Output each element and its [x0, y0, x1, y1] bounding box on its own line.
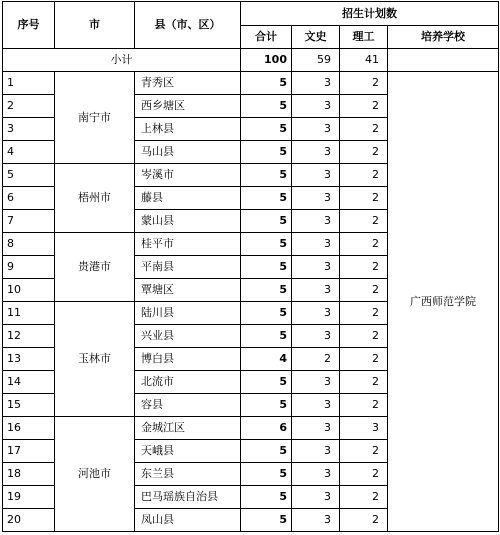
row-number: 5 [3, 164, 55, 187]
wen-cell: 3 [292, 118, 340, 141]
total-cell: 5 [241, 118, 292, 141]
enrollment-plan-table [2, 1, 499, 532]
wen-cell: 3 [292, 256, 340, 279]
county-cell: 马山县 [135, 141, 241, 164]
header-li: 理工 [340, 26, 388, 49]
row-number: 2 [3, 95, 55, 118]
row-number: 6 [3, 187, 55, 210]
wen-cell: 3 [292, 440, 340, 463]
header-plan: 招生计划数 [241, 2, 499, 26]
row-number: 9 [3, 256, 55, 279]
total-cell: 5 [241, 394, 292, 417]
row-number: 14 [3, 371, 55, 394]
subtotal-school-cell [388, 49, 499, 72]
total-cell: 4 [241, 348, 292, 371]
row-number: 13 [3, 348, 55, 371]
row-number: 8 [3, 233, 55, 256]
li-cell: 2 [340, 72, 388, 95]
county-cell: 东兰县 [135, 463, 241, 486]
total-cell: 5 [241, 509, 292, 532]
county-cell: 桂平市 [135, 233, 241, 256]
li-cell: 2 [340, 141, 388, 164]
li-cell: 2 [340, 371, 388, 394]
header-seq: 序号 [3, 2, 55, 49]
county-cell: 青秀区 [135, 72, 241, 95]
li-cell: 2 [340, 509, 388, 532]
total-cell: 5 [241, 72, 292, 95]
city-cell: 南宁市 [55, 72, 135, 164]
county-cell: 兴业县 [135, 325, 241, 348]
wen-cell: 3 [292, 463, 340, 486]
total-cell: 5 [241, 164, 292, 187]
row-number: 18 [3, 463, 55, 486]
row-number: 19 [3, 486, 55, 509]
total-cell: 5 [241, 440, 292, 463]
county-cell: 天峨县 [135, 440, 241, 463]
total-cell: 5 [241, 279, 292, 302]
county-cell: 凤山县 [135, 509, 241, 532]
row-number: 1 [3, 72, 55, 95]
total-cell: 5 [241, 486, 292, 509]
county-cell: 蒙山县 [135, 210, 241, 233]
wen-cell: 3 [292, 141, 340, 164]
county-cell: 博白县 [135, 348, 241, 371]
city-cell: 贵港市 [55, 233, 135, 302]
li-cell: 2 [340, 486, 388, 509]
total-cell: 5 [241, 95, 292, 118]
li-cell: 2 [340, 440, 388, 463]
table-row [3, 72, 499, 95]
school-cell: 广西师范学院 [388, 72, 499, 532]
wen-cell: 3 [292, 486, 340, 509]
li-cell: 2 [340, 302, 388, 325]
wen-cell: 3 [292, 279, 340, 302]
wen-cell: 2 [292, 348, 340, 371]
total-cell: 5 [241, 141, 292, 164]
city-cell: 河池市 [55, 417, 135, 532]
header-city: 市 [55, 2, 135, 49]
wen-cell: 3 [292, 394, 340, 417]
total-cell: 5 [241, 371, 292, 394]
city-cell: 梧州市 [55, 164, 135, 233]
wen-cell: 3 [292, 302, 340, 325]
total-cell: 5 [241, 302, 292, 325]
row-number: 15 [3, 394, 55, 417]
wen-cell: 3 [292, 233, 340, 256]
county-cell: 北流市 [135, 371, 241, 394]
county-cell: 金城江区 [135, 417, 241, 440]
li-cell: 2 [340, 279, 388, 302]
county-cell: 陆川县 [135, 302, 241, 325]
row-number: 10 [3, 279, 55, 302]
subtotal-row [3, 49, 499, 72]
subtotal-total: 100 [241, 49, 292, 72]
total-cell: 5 [241, 325, 292, 348]
subtotal-li: 41 [340, 49, 388, 72]
subtotal-wen: 59 [292, 49, 340, 72]
header-county: 县（市、区） [135, 2, 241, 49]
county-cell: 覃塘区 [135, 279, 241, 302]
subtotal-label: 小计 [3, 49, 241, 72]
row-number: 7 [3, 210, 55, 233]
county-cell: 藤县 [135, 187, 241, 210]
wen-cell: 3 [292, 325, 340, 348]
row-number: 20 [3, 509, 55, 532]
county-cell: 岑溪市 [135, 164, 241, 187]
county-cell: 上林县 [135, 118, 241, 141]
total-cell: 6 [241, 417, 292, 440]
row-number: 17 [3, 440, 55, 463]
li-cell: 2 [340, 187, 388, 210]
li-cell: 2 [340, 164, 388, 187]
li-cell: 2 [340, 210, 388, 233]
row-number: 3 [3, 118, 55, 141]
row-number: 16 [3, 417, 55, 440]
li-cell: 2 [340, 95, 388, 118]
county-cell: 西乡塘区 [135, 95, 241, 118]
row-number: 12 [3, 325, 55, 348]
county-cell: 平南县 [135, 256, 241, 279]
wen-cell: 3 [292, 72, 340, 95]
wen-cell: 3 [292, 509, 340, 532]
total-cell: 5 [241, 187, 292, 210]
header-wen: 文史 [292, 26, 340, 49]
wen-cell: 3 [292, 95, 340, 118]
header-school: 培养学校 [388, 26, 499, 49]
row-number: 11 [3, 302, 55, 325]
li-cell: 2 [340, 118, 388, 141]
total-cell: 5 [241, 233, 292, 256]
li-cell: 2 [340, 233, 388, 256]
total-cell: 5 [241, 463, 292, 486]
header-total: 合计 [241, 26, 292, 49]
wen-cell: 3 [292, 417, 340, 440]
row-number: 4 [3, 141, 55, 164]
li-cell: 3 [340, 417, 388, 440]
county-cell: 巴马瑶族自治县 [135, 486, 241, 509]
li-cell: 2 [340, 256, 388, 279]
city-cell: 玉林市 [55, 302, 135, 417]
wen-cell: 3 [292, 187, 340, 210]
table-body [3, 49, 499, 532]
total-cell: 5 [241, 210, 292, 233]
wen-cell: 3 [292, 164, 340, 187]
li-cell: 2 [340, 463, 388, 486]
wen-cell: 3 [292, 210, 340, 233]
total-cell: 5 [241, 256, 292, 279]
li-cell: 2 [340, 348, 388, 371]
wen-cell: 3 [292, 371, 340, 394]
county-cell: 容县 [135, 394, 241, 417]
li-cell: 2 [340, 325, 388, 348]
li-cell: 2 [340, 394, 388, 417]
